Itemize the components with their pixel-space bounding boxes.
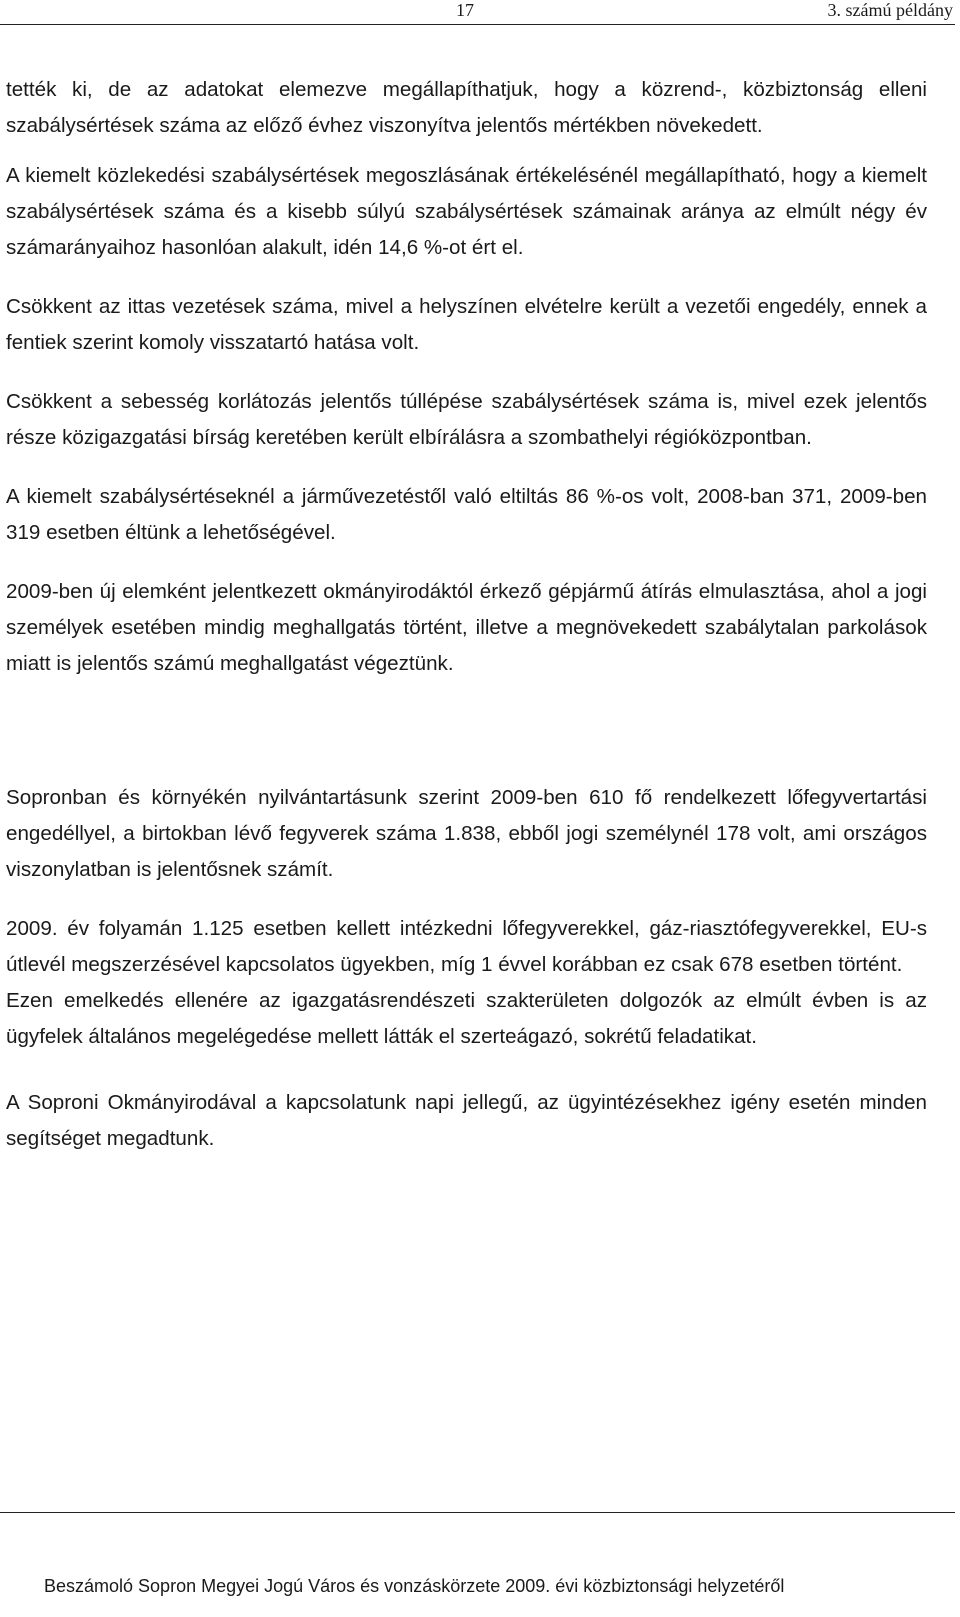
page-footer-text: Beszámoló Sopron Megyei Jogú Város és vonzáskörzete 2009. évi közbiztonsági helyzetéről (44, 1576, 785, 1596)
page-header (0, 0, 955, 25)
paragraph-speeding: Csökkent a sebesség korlátozás jelentős túllépése szabálysértések száma is, mivel ezek jelentős része közigazgatási bírság keretében került elbírálásra a szombathelyi régióközpontban. (6, 390, 927, 449)
footer-rule (0, 1512, 955, 1513)
paragraph-client-satisfaction: Ezen emelkedés ellenére az igazgatásrendészeti szakterületen dolgozók az elmúlt évben is az ügyfelek általános megelégedése mellett látták el szerteágazó, sokrétű feladatikat. (6, 989, 927, 1048)
report-body (6, 72, 927, 1157)
paragraph-public-order-offences: tették ki, de az adatokat elemezve megállapíthatjuk, hogy a közrend-, közbiztonság elleni szabálysértések száma az előző évhez viszonyítva jelentős mértékben növekedett. (6, 78, 927, 137)
paragraph-hearings: 2009-ben új elemként jelentkezett okmányirodáktól érkező gépjármű átírás elmulasztása, ahol a jogi személyek esetében mindig meghallgatás történt, illetve a megnövekedett szabálytalan parkolások miatt is jelentős számú meghallgatást végeztünk. (6, 580, 927, 675)
running-title: 3. számú példány (827, 0, 953, 20)
page-number: 17 (456, 0, 474, 20)
paragraph-firearm-licences: Sopronban és környékén nyilvántartásunk szerint 2009-ben 610 fő rendelkezett lőfegyvertartási engedéllyel, a birtokban lévő fegyverek száma 1.838, ebből jogi személynél 178 volt, ami országos viszonylatban is jelentősnek számít. (6, 786, 927, 881)
paragraph-driving-ban: A kiemelt szabálysértéseknél a járművezetéstől való eltiltás 86 %-os volt, 2008-ban 371, 2009-ben 319 esetben éltünk a lehetőségével. (6, 485, 927, 544)
paragraph-document-office: A Soproni Okmányirodával a kapcsolatunk napi jellegű, az ügyintézésekhez igény esetén minden segítséget megadtunk. (6, 1091, 927, 1150)
paragraph-drunk-driving: Csökkent az ittas vezetések száma, mivel a helyszínen elvételre került a vezetői engedély, ennek a fentiek szerint komoly visszatartó hatása volt. (6, 295, 927, 354)
paragraph-traffic-offences-ratio: A kiemelt közlekedési szabálysértések megoszlásának értékelésénél megállapítható, hogy a kiemelt szabálysértések száma és a kisebb súlyú szabálysértések számainak aránya az elmúlt négy év számarányaihoz hasonlóan alakult, idén 14,6 %-ot ért el. (6, 164, 927, 259)
paragraph-firearm-cases: 2009. év folyamán 1.125 esetben kellett intézkedni lőfegyverekkel, gáz-riasztófegyverekkel, EU-s útlevél megszerzésével kapcsolatos ügyekben, míg 1 évvel korábban ez csak 678 esetben történt. (6, 917, 927, 976)
